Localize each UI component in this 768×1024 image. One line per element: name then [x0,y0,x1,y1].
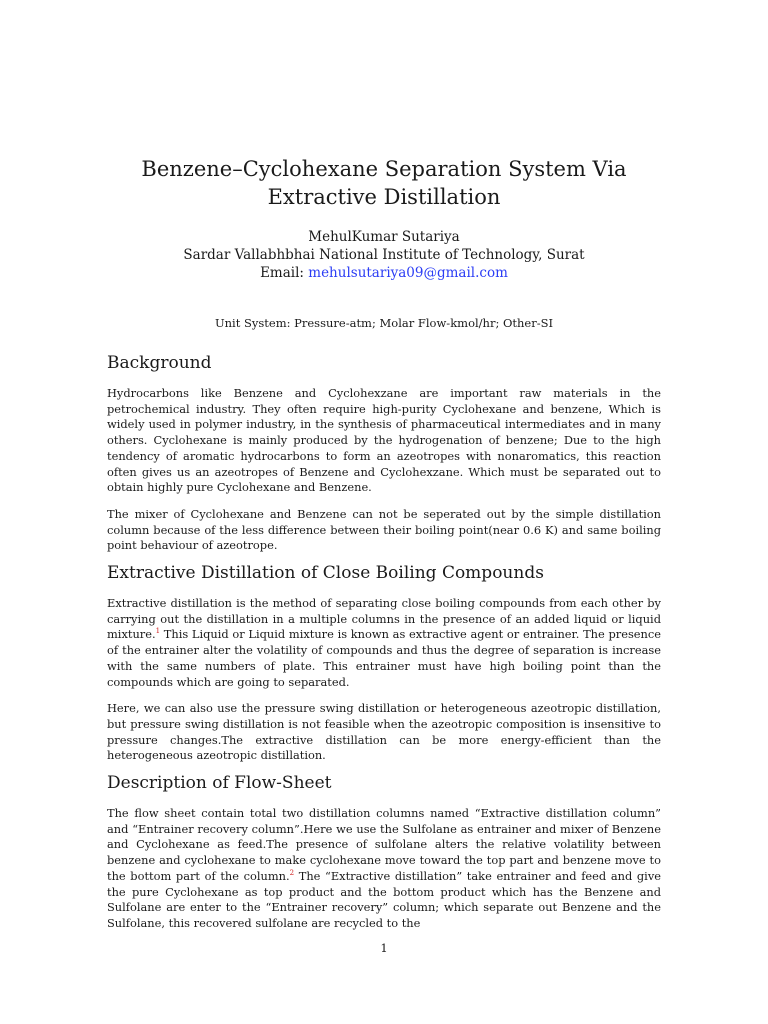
paragraph [107,596,661,690]
section-flow-sheet [107,772,661,943]
page-number: 1 [380,941,388,955]
paragraph-text: The “Extractive distillation” take entrainer and feed and give the pure Cyclohexane as top product and the bottom product which has the Benzene and Sulfolane are enter to the “Entrainer recovery” column; which separate out Benzene and the Sulfolane, this recovered sulfolane are recycled to the [107,868,661,930]
email-label: Email: [260,265,304,281]
author-affiliation: Sardar Vallabhbhai National Institute of Technology, Surat [183,247,585,263]
footnote-ref[interactable]: 1 [155,627,161,636]
section-extractive-distillation [107,562,661,775]
paper-title [0,155,768,211]
author-name: MehulKumar Sutariya [308,229,460,245]
paragraph-text: The flow sheet contain total two distillation columns named “Extractive distillation column” and “Entrainer recovery column”.Here we use the Sulfolane as entrainer and mixer of Benzene and Cyclohexane as feed.The presence of sulfolane alters the relative volatility between benzene and cyclohexane to make cyclohexane move toward the top part and benzene move to the bottom part of the column. [107,806,661,883]
footnote-ref[interactable]: 2 [289,869,295,878]
paragraph: Hydrocarbons like Benzene and Cyclohexzane are important raw materials in the petrochemical industry. They often require high-purity Cyclohexane and benzene, Which is widely used in polymer industry, in the synthesis of pharmaceutical intermediates and in many others. Cyclohexane is mainly produced by the hydrogenation of benzene; Due to the high tendency of aromatic hydrocarbons to form an azeotropes with nonaromatics, this reaction often gives us an azeotropes of Benzene and Cyclohexzane. Which must be separated out to obtain highly pure Cyclohexane and Benzene. [107,386,661,495]
email-link[interactable]: mehulsutariya09@gmail.com [308,265,508,281]
section-heading: Background [107,353,212,373]
section-heading: Extractive Distillation of Close Boiling Compounds [107,563,544,583]
title-line-2: Extractive Distillation [267,185,501,209]
paragraph-text: This Liquid or Liquid mixture is known as extractive agent or entrainer. The presence of the entrainer alter the volatility of compounds and thus the degree of separation is increase with the same numbers of plate. This entrainer must have high boiling point than the compounds which are going to separated. [107,627,661,689]
paragraph: The mixer of Cyclohexane and Benzene can not be seperated out by the simple distillation column because of the less difference between their boiling point(near 0.6 K) and same boiling point behaviour of azeotrope. [107,506,661,553]
paragraph: Here, we can also use the pressure swing distillation or heterogeneous azeotropic distillation, but pressure swing distillation is not feasible when the azeotropic composition is insensitive to pressure changes.The extractive distillation can be more energy-efficient than the heterogeneous azeotropic distillation. [107,701,661,763]
section-background [107,352,661,565]
section-heading: Description of Flow-Sheet [107,773,332,793]
author-block [0,228,768,282]
paragraph-text: Extractive distillation is the method of separating close boiling compounds from each other by carrying out the distillation in a multiple columns in the presence of an added liquid or liquid mixture. [107,596,661,642]
paragraph [107,806,661,932]
unit-system-note: Unit System: Pressure-atm; Molar Flow-kmol/hr; Other-SI [214,316,554,330]
author-email-line [0,264,768,282]
title-line-1: Benzene–Cyclohexane Separation System Via [141,157,627,181]
